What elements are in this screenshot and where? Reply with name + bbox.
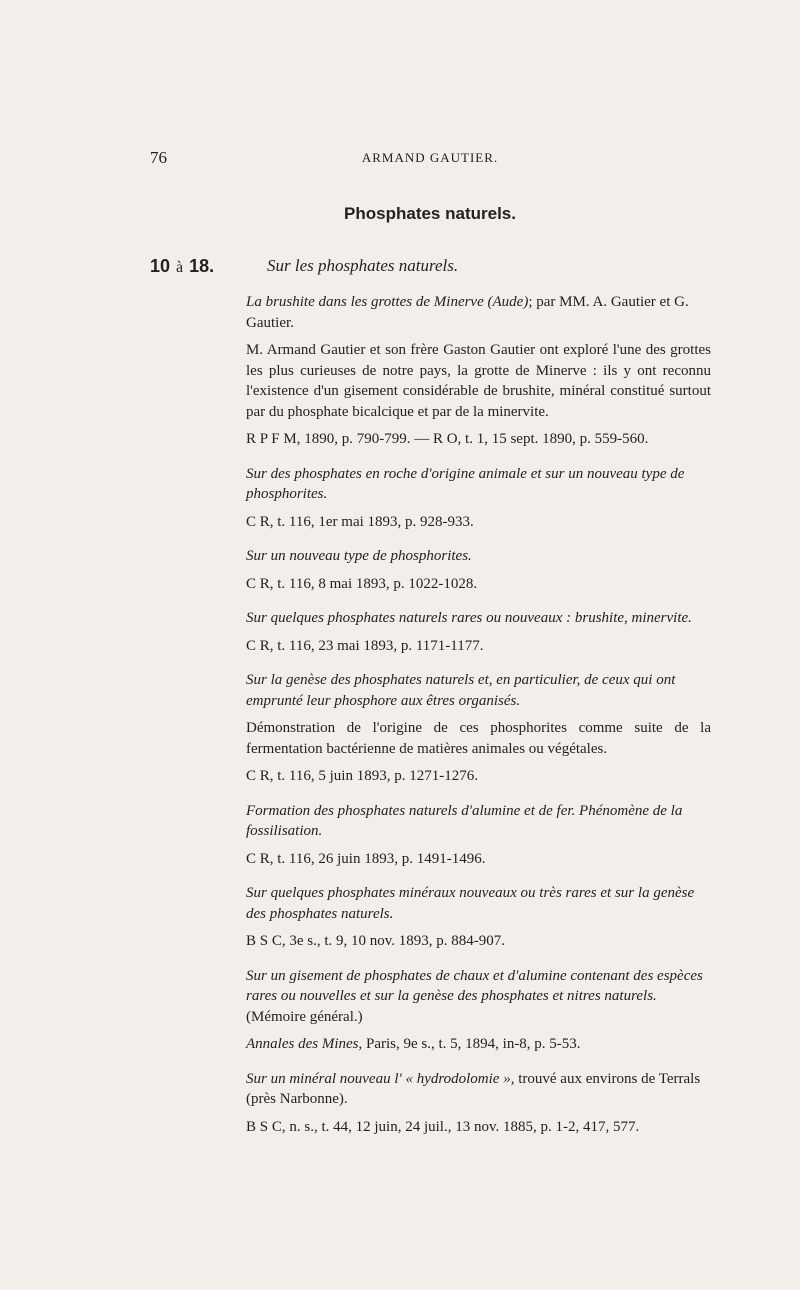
running-head [150,148,710,168]
entry-reference: C R, t. 116, 1er mai 1893, p. 928-933. [246,513,474,530]
entry-reference: C R, t. 116, 8 mai 1893, p. 1022-1028. [246,575,478,592]
entry-range-word: à [176,259,184,276]
entry-reference: R P F M, 1890, p. 790-799. — R O, t. 1, 15 sept. 1890, p. 559-560. [246,431,649,447]
entry-range-from: 10 [150,256,171,276]
running-title: ARMAND GAUTIER. [361,150,499,165]
entry-title: Sur des phosphates en roche d'origine animale et sur un nouveau type de phosphorites. [246,465,685,502]
bibliography-entries [246,292,711,1137]
entry-title: Sur un gisement de phosphates de chaux et d'alumine contenant des espèces rares ou nouvelles et sur la genèse des phosphates et nitres naturels. (Mémoire général.) [246,967,703,1025]
page-number: 76 [150,148,167,167]
entry-reference: C R, t. 116, 26 juin 1893, p. 1491-1496. [246,850,486,867]
entry-reference: B S C, n. s., t. 44, 12 juin, 24 juil., 13 nov. 1885, p. 1-2, 417, 577. [246,1118,640,1135]
entry-range [150,256,214,277]
section-title: Phosphates naturels. [344,204,516,223]
entry-abstract: Démonstration de l'origine de ces phosphorites comme suite de la fermentation bactérienne de matières animales ou végétales. [246,720,711,757]
entry-reference: Annales des Mines, Paris, 9e s., t. 5, 1894, in-8, p. 5-53. [246,1036,581,1052]
entry-title: Sur quelques phosphates minéraux nouveaux ou très rares et sur la genèse des phosphates naturels. [246,885,695,922]
entry-reference: C R, t. 116, 23 mai 1893, p. 1171-1177. [246,637,484,654]
main-title: Sur les phosphates naturels. [267,256,459,275]
entry-title: Sur quelques phosphates naturels rares ou nouveaux : brushite, minervite. [246,610,692,626]
entry-title: Formation des phosphates naturels d'alumine et de fer. Phénomène de la fossilisation. [246,802,683,839]
entry-abstract: M. Armand Gautier et son frère Gaston Gautier ont exploré l'une des grottes les plus curieuses de notre pays, la grotte de Minerve : ils y ont reconnu l'existence d'un gisement considérable de brushite, minéral constitué surtout par du phosphate bicalcique et par de la minervite. [246,342,711,420]
entry-title: Sur la genèse des phosphates naturels et, en particulier, de ceux qui ont emprunté leur phosphore aux êtres organisés. [246,672,676,709]
entry-reference: B S C, 3e s., t. 9, 10 nov. 1893, p. 884-907. [246,933,506,949]
entry-title: Sur un nouveau type de phosphorites. [246,548,472,564]
entry-title: La brushite dans les grottes de Minerve (Aude); par MM. A. Gautier et G. Gautier. [246,294,689,331]
entry-title: Sur un minéral nouveau l' « hydrodolomie », trouvé aux environs de Terrals (près Narbonne). [246,1070,701,1107]
entry-reference: C R, t. 116, 5 juin 1893, p. 1271-1276. [246,768,478,784]
entry-range-to: 18. [189,256,215,276]
